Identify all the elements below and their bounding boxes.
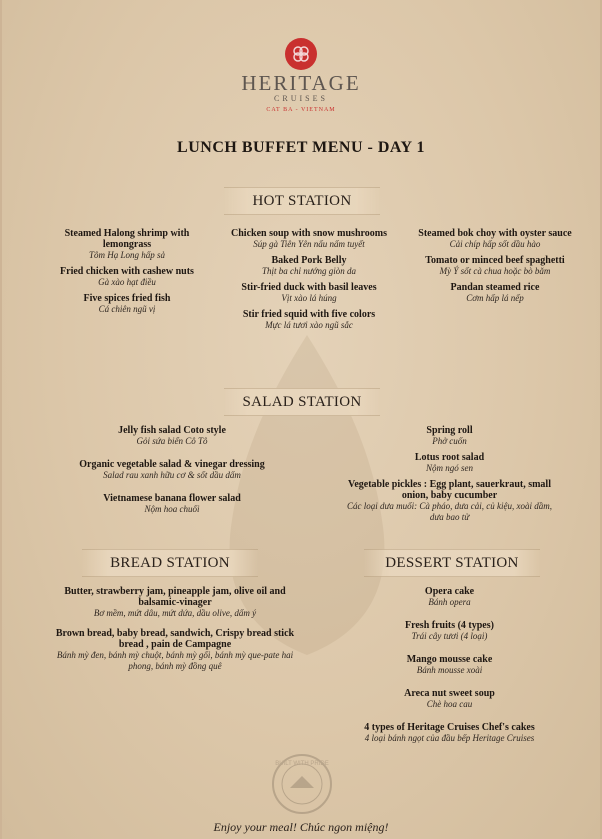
dish-vi: Vịt xào lá húng [281, 293, 337, 303]
built-with-pride-stamp-icon [270, 752, 334, 816]
menu-item [42, 228, 212, 261]
dish-name: Mango mousse cake [406, 654, 493, 665]
brand-logo [2, 38, 600, 116]
menu-item [57, 425, 287, 447]
menu-item [57, 493, 287, 515]
dish-vi: Bánh mousse xoài [416, 665, 483, 675]
brand-name: HERITAGE [241, 71, 361, 95]
bread-station-heading: BREAD STATION [82, 549, 258, 577]
menu-item [42, 293, 212, 315]
salad-station-left [57, 425, 287, 520]
dish-vi: Nộm ngó sen [426, 463, 473, 473]
dish-name: Spring roll [426, 425, 473, 436]
dish-vi: Trái cây tươi (4 loại) [411, 631, 488, 641]
dish-vi: Bánh opera [428, 597, 471, 607]
dish-name: Fried chicken with cashew nuts [60, 266, 194, 277]
hot-station-col3 [410, 228, 580, 309]
dish-vi: Bánh mỳ đen, bánh mỳ chuột, bánh mỳ gối, bánh mỳ que-pate hai phong, bánh mỳ đồng quê [56, 650, 294, 671]
menu-item [222, 228, 396, 250]
dish-name: Baked Pork Belly [271, 255, 347, 266]
heritage-logo-icon [285, 38, 317, 70]
dish-name: Opera cake [424, 586, 475, 597]
dish-vi: Chè hoa cau [426, 699, 473, 709]
hot-station-heading: HOT STATION [224, 187, 380, 215]
dish-vi: Thịt ba chỉ nướng giòn da [262, 266, 356, 276]
bread-station-items [44, 586, 306, 677]
dish-vi: Gỏi sứa biển Cô Tô [136, 436, 208, 446]
dish-vi: Cơm hấp lá nếp [466, 293, 524, 303]
footer-message: Enjoy your meal! Chúc ngon miệng! [213, 820, 389, 834]
dish-name: Vegetable pickles : Egg plant, sauerkraut, small onion, baby cucumber [348, 479, 551, 501]
menu-item [222, 282, 396, 304]
dish-name: Stir fried squid with five colors [242, 309, 376, 320]
menu-item [57, 459, 287, 481]
menu-item [42, 266, 212, 288]
dish-name: Jelly fish salad Coto style [118, 425, 226, 436]
dish-name: Five spices fried fish [83, 293, 171, 304]
hot-station-col2 [222, 228, 396, 336]
dish-name: Chicken soup with snow mushrooms [231, 228, 387, 239]
dish-name: Vietnamese banana flower salad [103, 493, 241, 504]
dish-vi: Mỳ Ý sốt cà chua hoặc bò băm [439, 266, 551, 276]
dish-name: Stir-fried duck with basil leaves [241, 282, 377, 293]
dish-vi: Các loại dưa muối: Cà pháo, dưa cải, củ kiệu, xoài dầm, dưa bao tử [346, 501, 553, 522]
menu-item [337, 654, 562, 676]
dish-vi: Phở cuốn [432, 436, 467, 446]
dish-vi: Súp gà Tiên Yên nấu nấm tuyết [253, 239, 365, 249]
menu-item [342, 479, 557, 523]
menu-item [222, 255, 396, 277]
menu-item [410, 255, 580, 277]
menu-item [337, 688, 562, 710]
menu-item [410, 282, 580, 304]
dish-vi: Cá chiên ngũ vị [98, 304, 156, 314]
salad-station-right [342, 425, 557, 528]
dish-name: Fresh fruits (4 types) [405, 620, 494, 631]
dish-name: Areca nut sweet soup [404, 688, 495, 699]
dish-name: Pandan steamed rice [450, 282, 540, 293]
salad-station-heading: SALAD STATION [224, 388, 380, 416]
dish-name: Steamed Halong shrimp with lemongrass [64, 228, 190, 250]
brand-location: CAT BA - VIETNAM [266, 107, 336, 113]
menu-item [342, 452, 557, 474]
dish-name: Tomato or minced beef spaghetti [425, 255, 565, 266]
stamp-text: BUILT WITH PRIDE [275, 761, 329, 767]
dish-name: 4 types of Heritage Cruises Chef's cakes [364, 722, 535, 733]
menu-item [337, 722, 562, 744]
menu-item [44, 586, 306, 619]
menu-item [44, 628, 306, 672]
menu-item [337, 586, 562, 608]
menu-item [410, 228, 580, 250]
page-title: LUNCH BUFFET MENU - DAY 1 [177, 139, 425, 156]
dish-vi: Gà xào hạt điều [98, 277, 156, 287]
dish-vi: Tôm Hạ Long hấp sả [88, 250, 165, 260]
menu-item [337, 620, 562, 642]
dish-vi: 4 loại bánh ngọt của đầu bếp Heritage Cruises [364, 733, 535, 743]
dish-vi: Cải chíp hấp sốt dầu hào [449, 239, 541, 249]
brand-sub: CRUISES [274, 94, 328, 103]
dessert-station-heading: DESSERT STATION [364, 549, 540, 577]
dish-name: Lotus root salad [414, 452, 485, 463]
dessert-station-items [337, 586, 562, 749]
hot-station-col1 [42, 228, 212, 320]
menu-page [2, 0, 600, 839]
dish-name: Butter, strawberry jam, pineapple jam, olive oil and balsamic-vinager [64, 586, 286, 608]
menu-item [222, 309, 396, 331]
dish-name: Organic vegetable salad & vinegar dressing [79, 459, 265, 470]
dish-vi: Nộm hoa chuối [144, 504, 200, 514]
menu-item [342, 425, 557, 447]
dish-vi: Mực lá tươi xào ngũ sắc [265, 320, 353, 330]
dish-vi: Bơ mềm, mứt dâu, mứt dứa, dầu olive, dấm ý [93, 608, 257, 618]
dish-vi: Salad rau xanh hữu cơ & sốt dầu dấm [103, 470, 241, 480]
dish-name: Steamed bok choy with oyster sauce [418, 228, 572, 239]
dish-name: Brown bread, baby bread, sandwich, Crispy bread stick bread , pain de Campagne [55, 628, 295, 650]
